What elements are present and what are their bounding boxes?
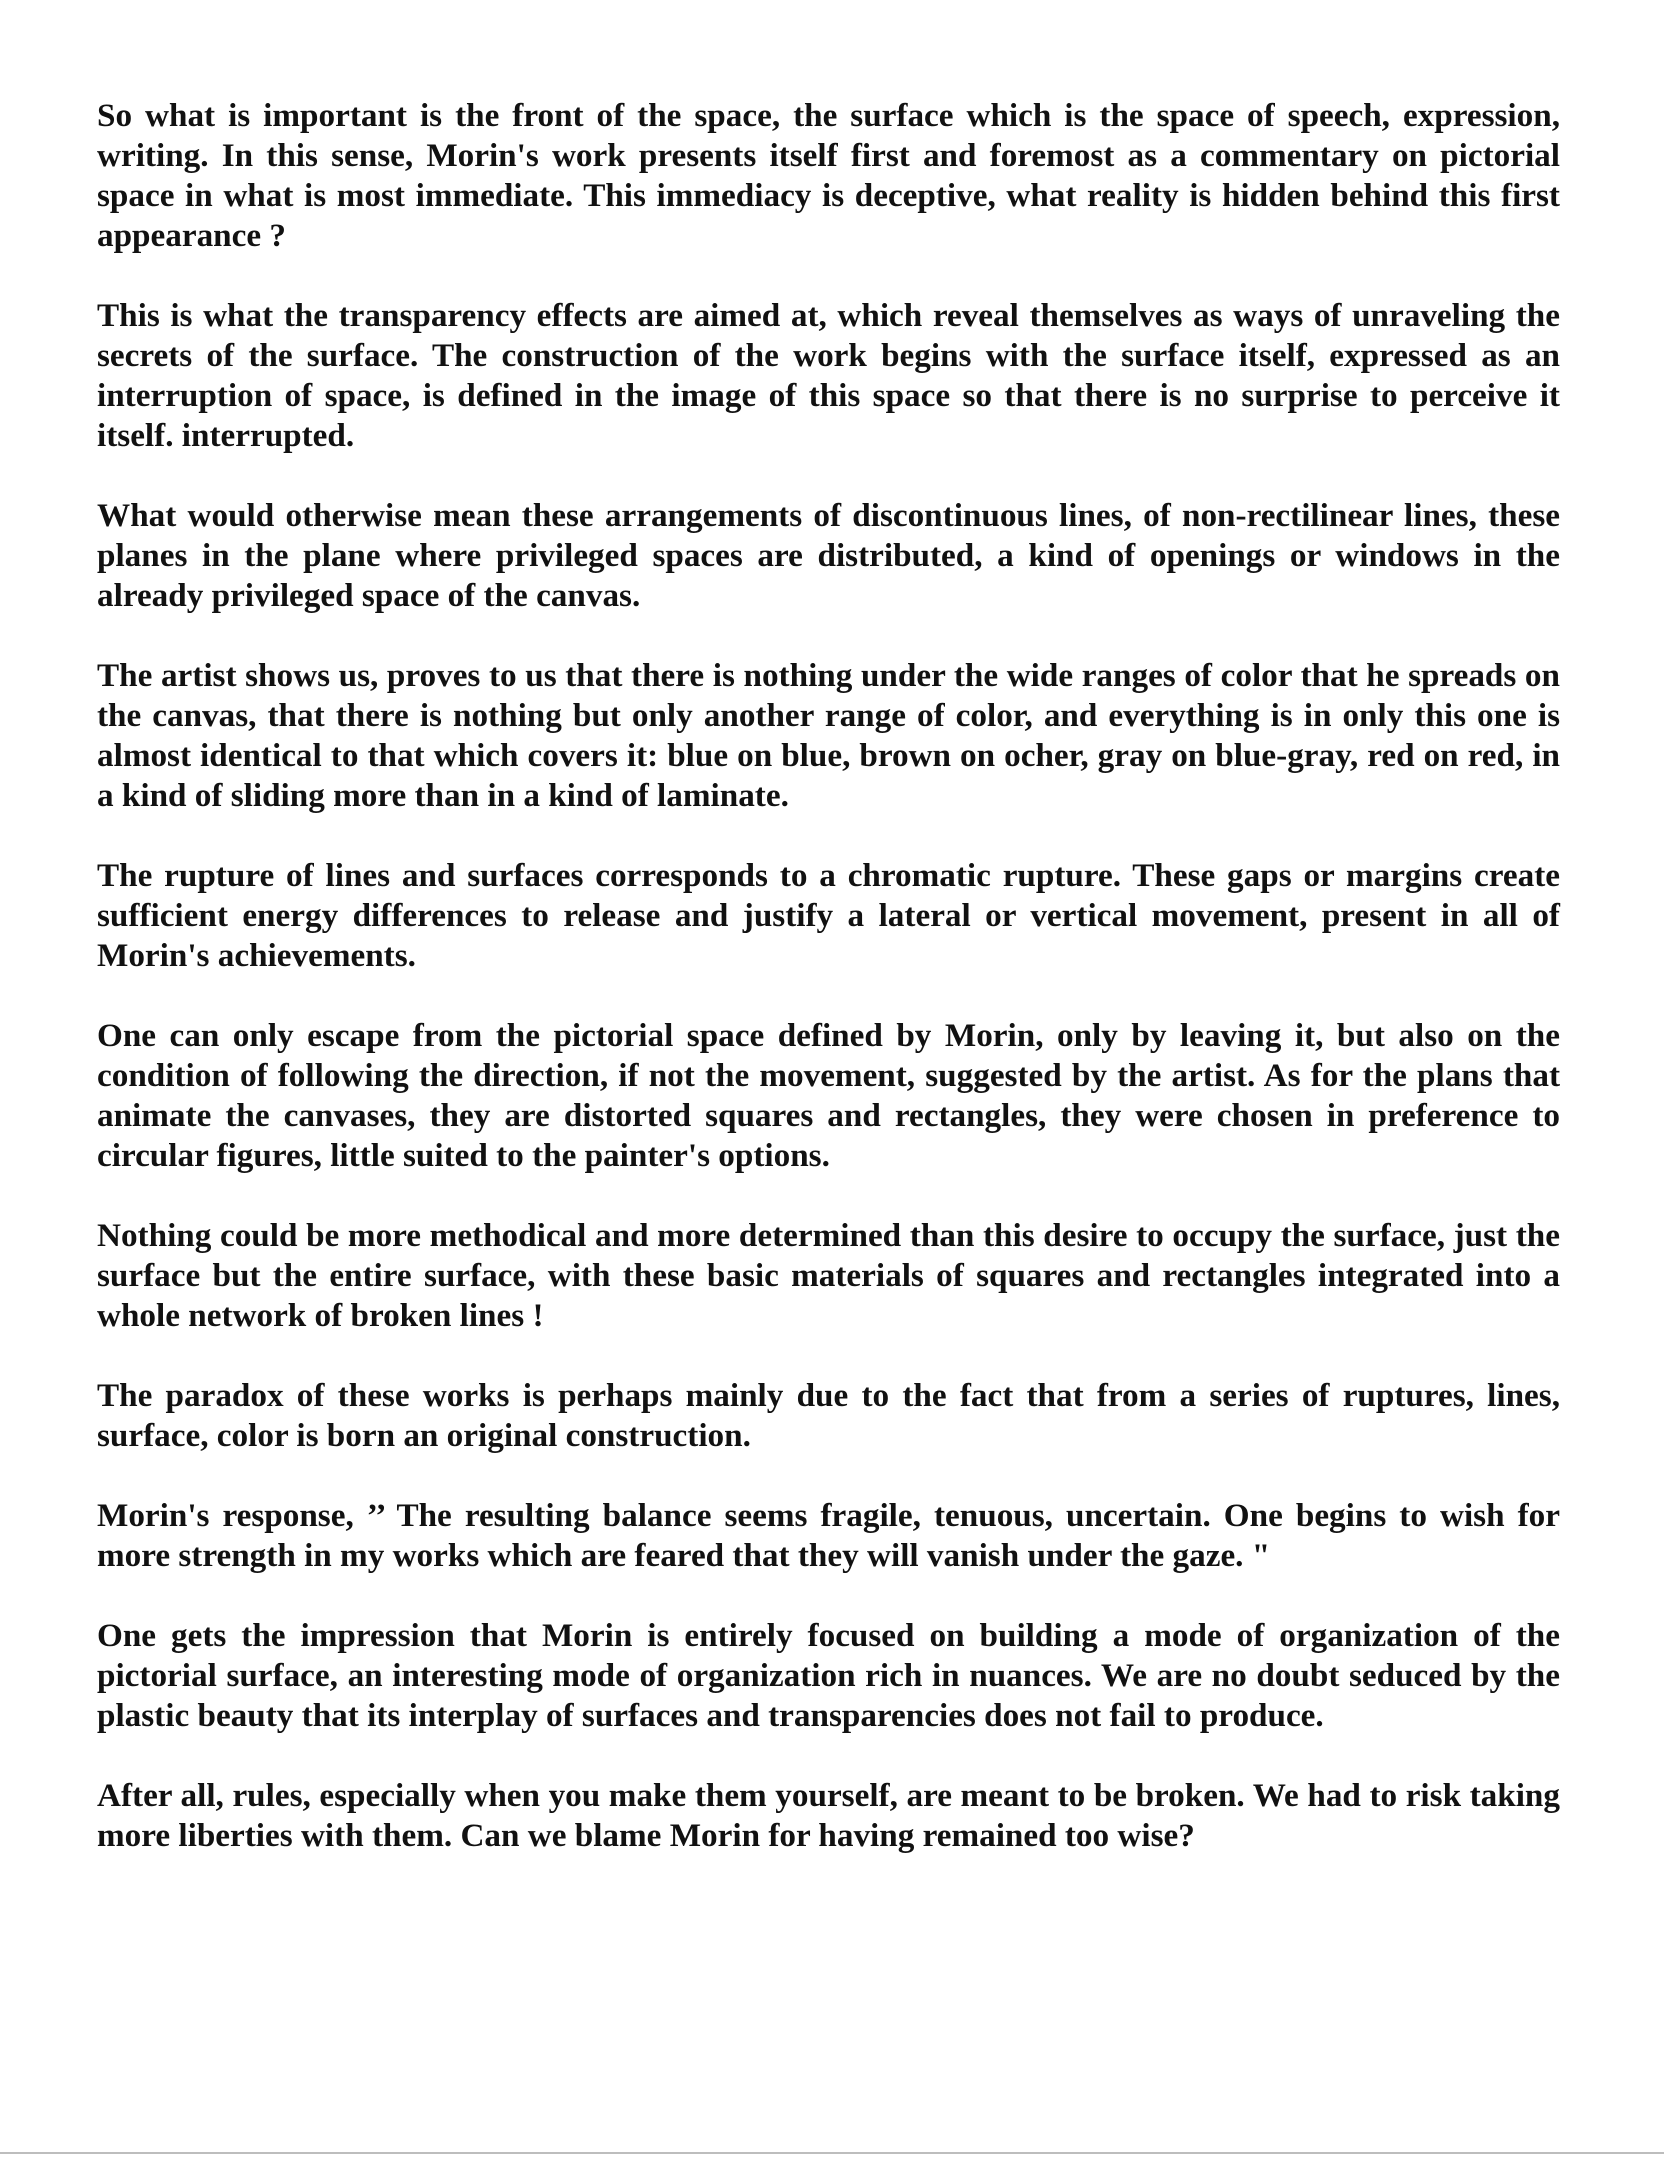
paragraph-8: The paradox of these works is perhaps mainly due to the fact that from a series of ruptures, lines, surface, color is born an original construction. [97, 1377, 1560, 1454]
paragraph-2: This is what the transparency effects are aimed at, which reveal themselves as ways of unraveling the secrets of the surface. The construction of the work begins with the surface itself, expressed as an interruption of space, is defined in the image of this space so that there is no surprise to perceive it itself. interrupted. [97, 297, 1560, 454]
page-bottom-edge [0, 2152, 1664, 2154]
paragraph-9: Morin's response, ’’ The resulting balance seems fragile, tenuous, uncertain. One begins to wish for more strength in my works which are feared that they will vanish under the gaze. " [97, 1497, 1560, 1574]
paragraph-3: What would otherwise mean these arrangements of discontinuous lines, of non-rectilinear lines, these planes in the plane where privileged spaces are distributed, a kind of openings or windows in the already privileged space of the canvas. [97, 497, 1560, 614]
paragraph-4: The artist shows us, proves to us that there is nothing under the wide ranges of color that he spreads on the canvas, that there is nothing but only another range of color, and everything is in only this one is almost identical to that which covers it: blue on blue, brown on ocher, gray on blue-gray, red on red, in a kind of sliding more than in a kind of laminate. [97, 657, 1560, 814]
paragraph-6: One can only escape from the pictorial space defined by Morin, only by leaving it, but also on the condition of following the direction, if not the movement, suggested by the artist. As for the plans that animate the canvases, they are distorted squares and rectangles, they were chosen in preference to circular figures, little suited to the painter's options. [97, 1017, 1560, 1174]
paragraph-5: The rupture of lines and surfaces corresponds to a chromatic rupture. These gaps or margins create sufficient energy differences to release and justify a lateral or vertical movement, present in all of Morin's achievements. [97, 857, 1560, 974]
paragraph-7: Nothing could be more methodical and more determined than this desire to occupy the surface, just the surface but the entire surface, with these basic materials of squares and rectangles integrated into a whole network of broken lines ! [97, 1217, 1560, 1334]
paragraph-10: One gets the impression that Morin is entirely focused on building a mode of organization of the pictorial surface, an interesting mode of organization rich in nuances. We are no doubt seduced by the plastic beauty that its interplay of surfaces and transparencies does not fail to produce. [97, 1617, 1560, 1734]
document-body [97, 96, 1560, 1856]
paragraph-1: So what is important is the front of the space, the surface which is the space of speech, expression, writing. In this sense, Morin's work presents itself first and foremost as a commentary on pictorial space in what is most immediate. This immediacy is deceptive, what reality is hidden behind this first appearance ? [97, 97, 1560, 254]
paragraph-11: After all, rules, especially when you make them yourself, are meant to be broken. We had to risk taking more liberties with them. Can we blame Morin for having remained too wise? [97, 1777, 1560, 1854]
